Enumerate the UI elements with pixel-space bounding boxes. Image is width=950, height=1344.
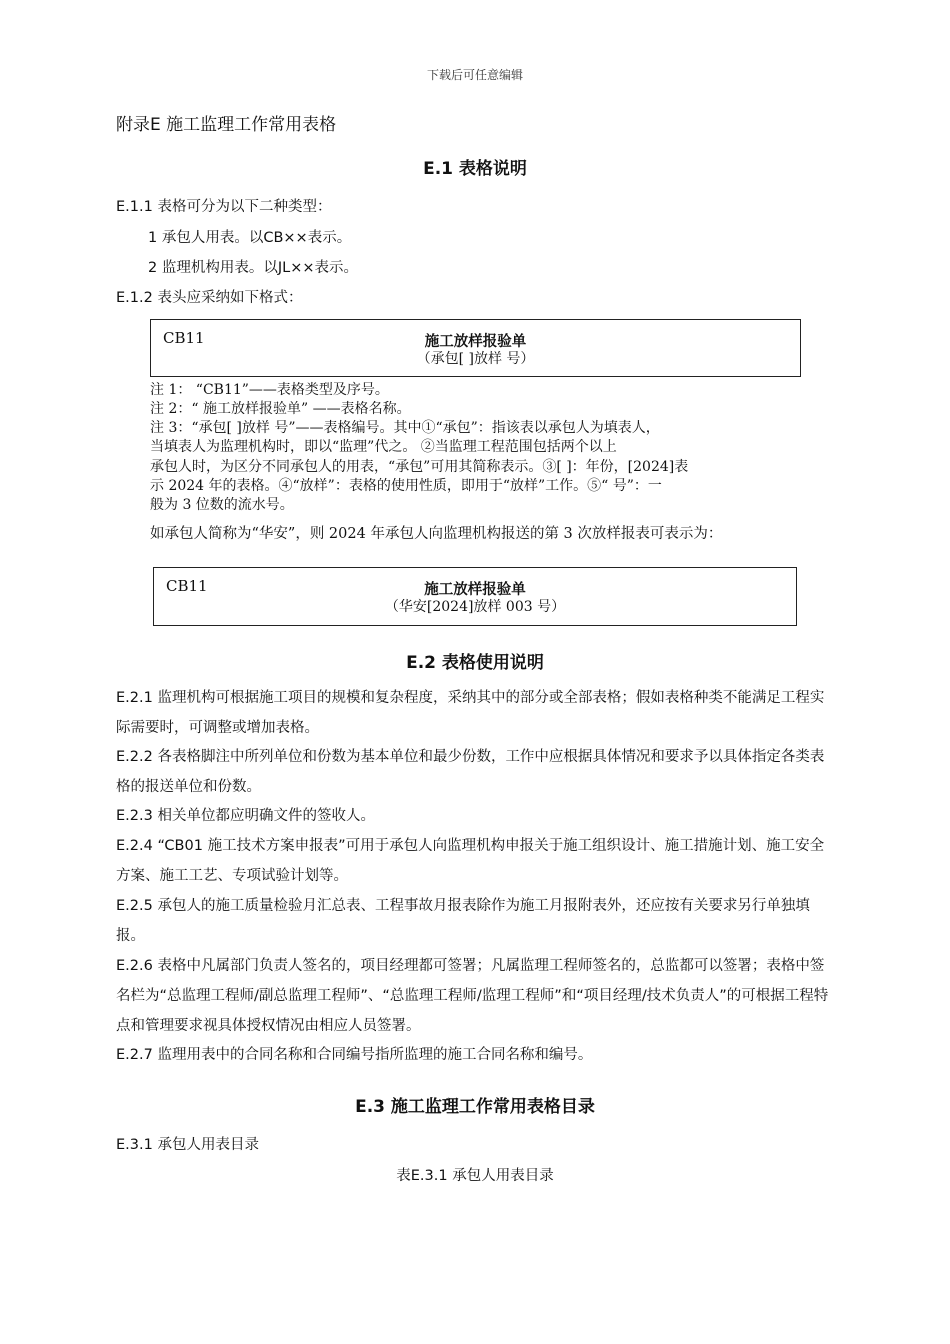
page-header: 下载后可任意编辑 [426,68,523,82]
example-intro: 如承包人简称为“华安”，则 2024 年承包人向监理机构报送的第 3 次放样报表可表示为： [150,526,723,542]
clause-e227: E.2.7 监理用表中的合同名称和合同编号指所监理的施工合同名称和编号。 [116,1047,593,1063]
form-number: （华安[2024]放样 003 号） [384,599,566,615]
clause-e111: E.1.1 表格可分为以下二种类型： [116,199,332,215]
form-header-sample [150,319,801,377]
clause-e221: E.2.1 监理机构可根据施工项目的规模和复杂程度，采纳其中的部分或全部表格；假如表格种类不能满足工程实际需要时，可调整或增加表格。 [116,690,825,736]
clause-e224: E.2.4 “CB01 施工技术方案申报表”可用于承包人向监理机构申报关于施工组织设计、施工措施计划、施工安全方案、施工工艺、专项试验计划等。 [116,838,825,884]
table-caption: 表E.3.1 承包人用表目录 [396,1168,554,1184]
section-e1-title: E.1 表格说明 [423,159,527,179]
clause-e223: E.2.3 相关单位都应明确文件的签收人。 [116,808,375,824]
section-e2-title: E.2 表格使用说明 [406,653,544,673]
clause-e225: E.2.5 承包人的施工质量检验月汇总表、工程事故月报表除作为施工月报附表外，还应按有关要求另行单独填报。 [116,898,810,944]
note-3-line-4: 示 2024 年的表格。④“放样”：表格的使用性质，即用于“放样”工作。⑤“ 号”：一 [150,478,662,494]
note-2: 注 2：“ 施工放样报验单” ——表格名称。 [150,401,411,417]
section-e3-title: E.3 施工监理工作常用表格目录 [355,1097,595,1117]
list-item-2: 2 监理机构用表。以JL××表示。 [148,260,358,276]
clause-e112: E.1.2 表头应采纳如下格式： [116,290,303,306]
form-title: 施工放样报验单 [424,582,526,598]
note-1: 注 1： “CB11”——表格类型及序号。 [150,382,389,398]
note-3-line-5: 般为 3 位数的流水号。 [150,497,294,513]
form-title: 施工放样报验单 [424,334,527,350]
list-item-1: 1 承包人用表。以CB××表示。 [148,230,352,246]
clause-e222: E.2.2 各表格脚注中所列单位和份数为基本单位和最少份数，工作中应根据具体情况和要求予以具体指定各类表格的报送单位和份数。 [116,749,825,795]
form-code: CB11 [163,329,205,347]
form-header-example [153,567,797,626]
note-3-line-1: 注 3：“承包[ ]放样 号”——表格编号。其中①“承包”：指该表以承包人为填表人， [150,420,660,436]
form-code: CB11 [166,577,208,595]
appendix-title: 附录E 施工监理工作常用表格 [116,115,337,135]
note-3-line-2: 当填表人为监理机构时，即以“监理”代之。 ②当监理工程范围包括两个以上 [150,439,617,455]
clause-e226: E.2.6 表格中凡属部门负责人签名的，项目经理都可签署；凡属监理工程师签名的，总监都可以签署；表格中签名栏为“总监理工程师/副总监理工程师”、“总监理工程师/监理工程师”和“项目经理/技术负责人”的可根据工程特点和管理要求视具体授权情况由相应人员签署。 [116,958,829,1034]
form-number: （承包[ ]放样 号） [416,351,535,367]
note-3-line-3: 承包人时，为区分不同承包人的用表，“承包”可用其简称表示。③[ ]：年份，[2024]表 [150,459,689,475]
clause-e331: E.3.1 承包人用表目录 [116,1137,259,1153]
